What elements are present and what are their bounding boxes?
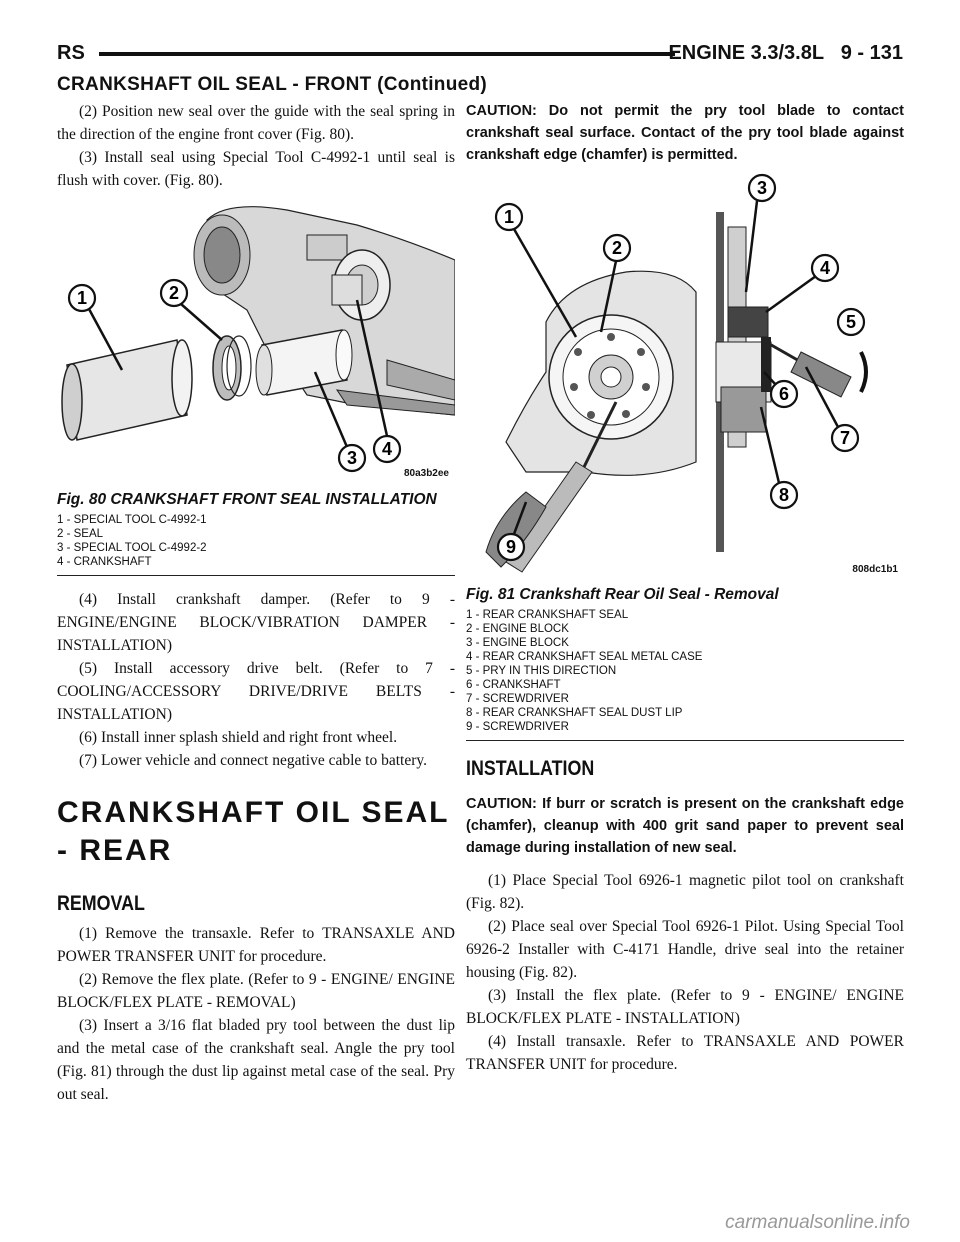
figure-80-illustration bbox=[57, 200, 455, 485]
svg-text:4: 4 bbox=[819, 258, 831, 278]
step-paragraph: (6) Install inner splash shield and right front wheel. bbox=[79, 729, 398, 746]
svg-text:3: 3 bbox=[756, 178, 768, 198]
svg-text:7: 7 bbox=[839, 428, 851, 448]
figure-legend bbox=[57, 513, 455, 569]
legend-item: 1 - REAR CRANKSHAFT SEAL bbox=[466, 609, 629, 621]
step-paragraph: (4) Install transaxle. Refer to TRANSAXLE AND POWER TRANSFER UNIT for procedure. bbox=[466, 1033, 904, 1073]
figure-81 bbox=[466, 172, 904, 741]
figure-code: 80a3b2ee bbox=[403, 468, 449, 479]
legend-item: 4 - REAR CRANKSHAFT SEAL METAL CASE bbox=[466, 651, 703, 663]
figure-code: 808dc1b1 bbox=[852, 564, 898, 575]
section-code: RS bbox=[57, 42, 85, 64]
svg-text:1: 1 bbox=[503, 207, 515, 227]
figure-caption: Fig. 80 CRANKSHAFT FRONT SEAL INSTALLATION bbox=[57, 491, 437, 508]
svg-text:2: 2 bbox=[611, 238, 623, 258]
step-paragraph: (3) Insert a 3/16 flat bladed pry tool between the dust lip and the metal case of the crankshaft seal. Angle the pry tool (Fig. 81) through the dust lip against metal case of the seal. Pry out seal. bbox=[57, 1017, 455, 1103]
svg-text:4: 4 bbox=[381, 439, 393, 459]
step-paragraph: (3) Install the flex plate. (Refer to 9 - ENGINE/ ENGINE BLOCK/FLEX PLATE - INSTALLATION) bbox=[466, 987, 904, 1027]
figure-caption: Fig. 81 Crankshaft Rear Oil Seal - Removal bbox=[466, 586, 779, 603]
page-header bbox=[57, 40, 903, 70]
section-title: CRANKSHAFT OIL SEAL - REAR bbox=[57, 796, 449, 867]
svg-text:5: 5 bbox=[845, 312, 857, 332]
left-column bbox=[57, 100, 455, 1106]
installation-heading: INSTALLATION bbox=[466, 757, 595, 780]
step-paragraph: (2) Position new seal over the guide with the seal spring in the direction of the engine front cover (Fig. 80). bbox=[57, 103, 455, 143]
step-paragraph: (4) Install crankshaft damper. (Refer to 9 - ENGINE/ENGINE BLOCK/VIBRATION DAMPER - INSTALLATION) bbox=[57, 591, 455, 654]
header-title: ENGINE 3.3/3.8L bbox=[668, 42, 825, 64]
figure-80 bbox=[57, 200, 455, 576]
header-title-page bbox=[668, 42, 903, 65]
svg-text:3: 3 bbox=[346, 448, 358, 468]
svg-text:1: 1 bbox=[76, 288, 88, 308]
legend-item: 5 - PRY IN THIS DIRECTION bbox=[466, 665, 617, 677]
continued-heading: CRANKSHAFT OIL SEAL - FRONT (Continued) bbox=[57, 74, 488, 95]
legend-item: 3 - SPECIAL TOOL C-4992-2 bbox=[57, 542, 207, 554]
step-paragraph: (3) Install seal using Special Tool C-4992-1 until seal is flush with cover. (Fig. 80). bbox=[57, 149, 455, 189]
svg-text:2: 2 bbox=[168, 283, 180, 303]
svg-text:9: 9 bbox=[505, 537, 517, 557]
legend-item: 1 - SPECIAL TOOL C-4992-1 bbox=[57, 514, 207, 526]
step-paragraph: (1) Remove the transaxle. Refer to TRANSAXLE AND POWER TRANSFER UNIT for procedure. bbox=[57, 925, 455, 965]
step-paragraph: (1) Place Special Tool 6926-1 magnetic pilot tool on crankshaft (Fig. 82). bbox=[466, 872, 904, 912]
legend-item: 9 - SCREWDRIVER bbox=[466, 721, 569, 733]
legend-item: 3 - ENGINE BLOCK bbox=[466, 637, 569, 649]
svg-text:6: 6 bbox=[778, 384, 790, 404]
legend-item: 2 - ENGINE BLOCK bbox=[466, 623, 569, 635]
caution-note: CAUTION: If burr or scratch is present on the crankshaft edge (chamfer), cleanup with 400 grit sand paper to prevent seal damage during installation of new seal. bbox=[466, 796, 904, 856]
step-paragraph: (2) Place seal over Special Tool 6926-1 Pilot. Using Special Tool 6926-2 Installer with C-4171 Handle, drive seal into the retainer housing (Fig. 82). bbox=[466, 918, 904, 981]
legend-item: 6 - CRANKSHAFT bbox=[466, 679, 561, 691]
figure-legend bbox=[466, 608, 904, 734]
step-paragraph: (2) Remove the flex plate. (Refer to 9 - ENGINE/ ENGINE BLOCK/FLEX PLATE - REMOVAL) bbox=[57, 971, 455, 1011]
header-rule bbox=[99, 52, 675, 56]
removal-heading: REMOVAL bbox=[57, 892, 145, 915]
legend-item: 4 - CRANKSHAFT bbox=[57, 556, 152, 568]
page-number: 9 - 131 bbox=[840, 42, 903, 64]
step-paragraph: (5) Install accessory drive belt. (Refer to 7 - COOLING/ACCESSORY DRIVE/DRIVE BELTS - INSTALLATION) bbox=[57, 660, 455, 723]
step-paragraph: (7) Lower vehicle and connect negative cable to battery. bbox=[79, 752, 428, 769]
right-column bbox=[466, 100, 904, 1076]
figure-81-illustration bbox=[466, 172, 904, 580]
watermark: carmanualsonline.info bbox=[725, 1212, 910, 1233]
caution-note: CAUTION: Do not permit the pry tool blade to contact crankshaft seal surface. Contact of the pry tool blade against crankshaft edge (chamfer) is permitted. bbox=[466, 103, 904, 163]
svg-text:8: 8 bbox=[778, 485, 790, 505]
legend-item: 8 - REAR CRANKSHAFT SEAL DUST LIP bbox=[466, 707, 683, 719]
legend-item: 7 - SCREWDRIVER bbox=[466, 693, 569, 705]
legend-item: 2 - SEAL bbox=[57, 528, 104, 540]
